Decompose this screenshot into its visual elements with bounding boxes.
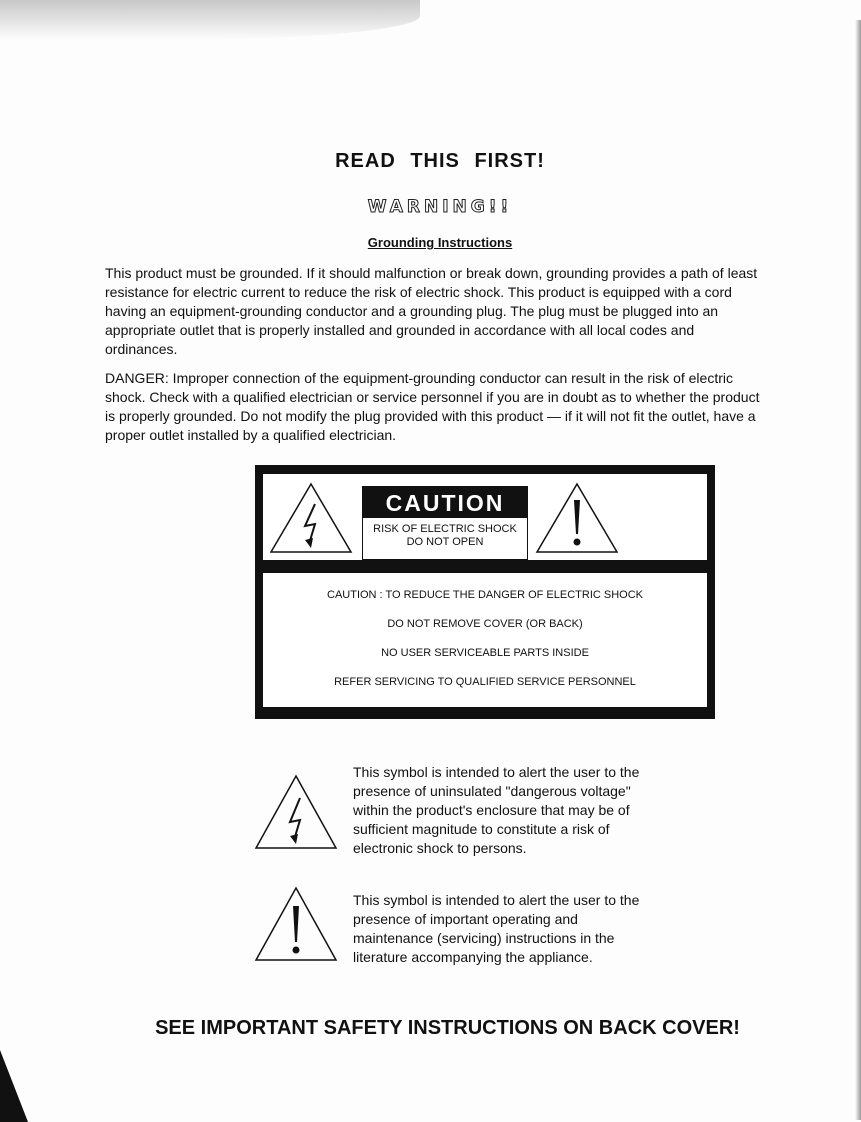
grounding-paragraph: This product must be grounded. If it should malfunction or break down, grounding provides a path of least resistance for electric current to reduce the risk of electric shock. This product is equipped with a cord having an equipment-grounding conductor and a grounding plug. The plug must be plugged into an appropriate outlet that is properly installed and grounded in accordance with all local codes and ordinances. <box>105 265 758 357</box>
scan-edge <box>855 20 861 1120</box>
footer-notice: SEE IMPORTANT SAFETY INSTRUCTIONS ON BACK COVER! <box>155 1017 740 1039</box>
caution-heading: CAUTION <box>363 487 527 518</box>
instructions-symbol-description: This symbol is intended to alert the user to the presence of important operating and maintenance (servicing) instructions in the literature accompanying the appliance. <box>353 892 640 965</box>
caution-do-not-open: DO NOT OPEN <box>406 536 484 548</box>
caution-label-top <box>263 474 707 560</box>
danger-paragraph: DANGER: Improper connection of the equipment-grounding conductor can result in the risk of electric shock. Check with a qualified electrician or service personnel if you are in doubt as to whether the product is properly grounded. Do not modify the plug provided with this product — if it will not fit the outlet, have a proper outlet installed by a qualified electrician. <box>105 370 760 443</box>
exclamation-triangle-icon <box>254 886 338 962</box>
caution-instructions <box>263 573 707 707</box>
lightning-triangle-icon <box>254 774 338 850</box>
caution-risk-text: RISK OF ELECTRIC SHOCK <box>373 523 517 535</box>
caution-line: NO USER SERVICEABLE PARTS INSIDE <box>381 647 589 659</box>
section-heading: Grounding Instructions <box>367 235 513 250</box>
warning-heading: WARNING!! <box>367 197 513 217</box>
caution-line: CAUTION : TO REDUCE THE DANGER OF ELECTRIC SHOCK <box>327 589 643 601</box>
exclamation-triangle-icon <box>535 482 619 554</box>
caution-badge <box>362 486 528 560</box>
voltage-symbol-description: This symbol is intended to alert the user to the presence of uninsulated "dangerous voltage" within the product's enclosure that may be of sufficient magnitude to constitute a risk of electronic shock to persons. <box>353 764 640 856</box>
lightning-triangle-icon <box>269 482 353 554</box>
page-title: READ THIS FIRST! <box>335 150 545 172</box>
scan-shadow <box>0 0 420 40</box>
caution-line: REFER SERVICING TO QUALIFIED SERVICE PERSONNEL <box>334 676 636 688</box>
caution-label <box>255 465 715 719</box>
caution-line: DO NOT REMOVE COVER (OR BACK) <box>387 618 583 630</box>
scan-corner <box>0 1050 28 1122</box>
